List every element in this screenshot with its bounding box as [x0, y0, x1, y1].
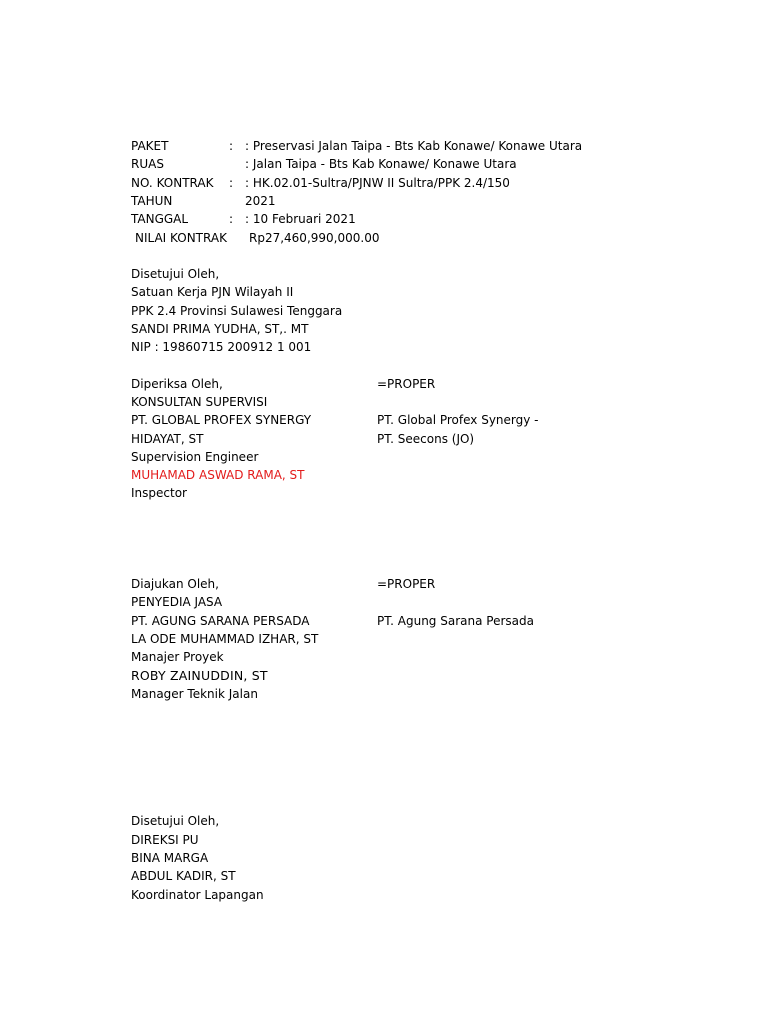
nilai-label: NILAI KONTRAK — [135, 231, 227, 245]
tanggal-value: : 10 Februari 2021 — [245, 212, 356, 226]
road-manager-title: Manager Teknik Jalan — [131, 687, 258, 701]
consultant-company: PT. GLOBAL PROFEX SYNERGY — [131, 413, 312, 427]
satker-official-name: SANDI PRIMA YUDHA, ST,. MT — [131, 322, 309, 336]
field-coordinator-name: ABDUL KADIR, ST — [131, 869, 236, 883]
checked-proper-company-1: PT. Global Profex Synergy - — [377, 413, 539, 427]
satker-unit: Satuan Kerja PJN Wilayah II — [131, 285, 294, 299]
contractor-title: PENYEDIA JASA — [131, 595, 223, 609]
checked-proper-company-2: PT. Seecons (JO) — [377, 432, 475, 446]
tahun-value: 2021 — [245, 194, 276, 208]
supervision-engineer-name: HIDAYAT, ST — [131, 432, 204, 446]
satker-ppk: PPK 2.4 Provinsi Sulawesi Tenggara — [131, 304, 343, 318]
tahun-label: TAHUN — [131, 194, 173, 208]
kontrak-label: NO. KONTRAK — [131, 176, 214, 190]
checked-by: Diperiksa Oleh, — [131, 377, 223, 391]
project-manager-title: Manajer Proyek — [131, 650, 224, 664]
direksi-approved-by: Disetujui Oleh, — [131, 814, 220, 828]
checked-proper-formula: =PROPER — [377, 377, 436, 391]
kontrak-value: : HK.02.01-Sultra/PJNW II Sultra/PPK 2.4/150 — [245, 176, 510, 190]
submitted-proper-formula: =PROPER — [377, 577, 436, 591]
ruas-label: RUAS — [131, 157, 164, 171]
nilai-value: Rp27,460,990,000.00 — [249, 231, 380, 245]
ruas-value: : Jalan Taipa - Bts Kab Konawe/ Konawe Utara — [245, 157, 517, 171]
paket-colon: : — [229, 139, 234, 153]
satker-approved-by: Disetujui Oleh, — [131, 267, 220, 281]
road-manager-name: ROBY ZAINUDDIN, ST — [131, 668, 268, 683]
field-coordinator-title: Koordinator Lapangan — [131, 888, 264, 902]
submitted-proper-company: PT. Agung Sarana Persada — [377, 614, 534, 628]
supervision-engineer-title: Supervision Engineer — [131, 450, 259, 464]
tanggal-label: TANGGAL — [131, 212, 189, 226]
project-manager-name: LA ODE MUHAMMAD IZHAR, ST — [131, 632, 319, 646]
contractor-company: PT. AGUNG SARANA PERSADA — [131, 614, 310, 628]
paket-value: : Preservasi Jalan Taipa - Bts Kab Konawe/ Konawe Utara — [245, 139, 583, 153]
direksi-unit: DIREKSI PU — [131, 833, 199, 847]
kontrak-colon: : — [229, 176, 234, 190]
paket-label: PAKET — [131, 139, 169, 153]
consultant-title: KONSULTAN SUPERVISI — [131, 395, 268, 409]
direksi-department: BINA MARGA — [131, 851, 209, 865]
inspector-name: MUHAMAD ASWAD RAMA, ST — [131, 468, 305, 482]
tanggal-colon: : — [229, 212, 234, 226]
inspector-title: Inspector — [131, 486, 187, 500]
satker-nip: NIP : 19860715 200912 1 001 — [131, 340, 312, 354]
submitted-by: Diajukan Oleh, — [131, 577, 219, 591]
